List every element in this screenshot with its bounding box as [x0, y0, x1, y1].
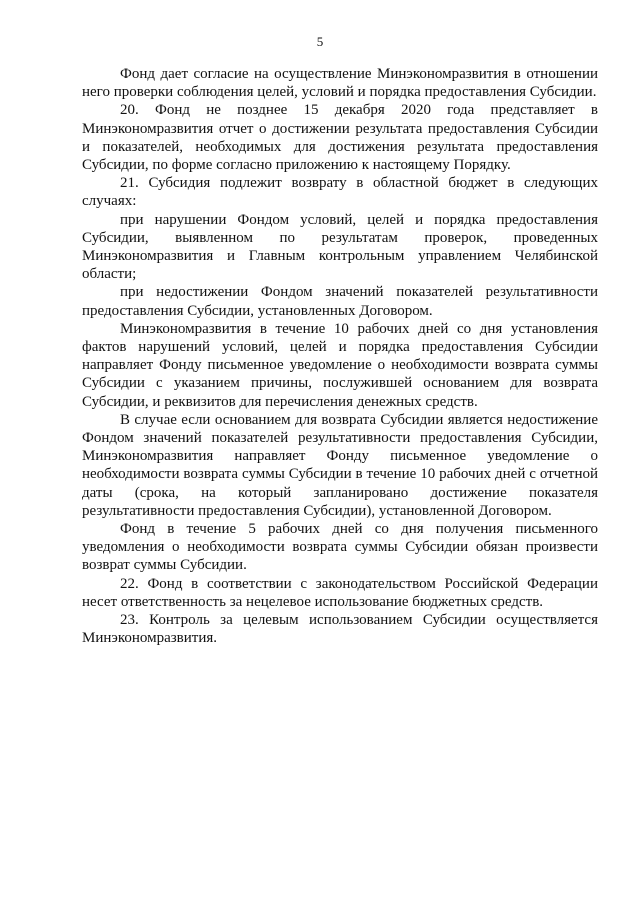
paragraph-case-violation: при нарушении Фондом условий, целей и порядка предоставления Субсидии, выявленном по результатам проверок, проведенных Минэкономразвития и Главным контрольным управлением Челябинской области; [82, 211, 598, 283]
paragraph-case-non-achievement: при недостижении Фондом значений показателей результативности предоставления Субсидии, установленных Договором. [82, 284, 598, 319]
paragraph-non-achievement-notice: В случае если основанием для возврата Субсидии является недостижение Фондом значений показателей результативности предоставления Субсидии, Минэкономразвития направляет Фонду письменное уведомление о необходимости возврата суммы Субсидии в течение 10 рабочих дней с отчетной даты (срока, на который запланировано достижение показателя результативности предоставления Субсидии), установленной Договором. [82, 411, 598, 519]
paragraph-22-responsibility: 22. Фонд в соответствии с законодательством Российской Федерации несет ответственность за нецелевое использование бюджетных средств. [82, 575, 598, 610]
paragraph-fund-return-deadline: Фонд в течение 5 рабочих дней со дня получения письменного уведомления о необходимости возврата суммы Субсидии обязан произвести возврат суммы Субсидии. [82, 521, 598, 574]
paragraph-20-report: 20. Фонд не позднее 15 декабря 2020 года представляет в Минэкономразвития отчет о достижении результата предоставления Субсидии и показателей, необходимых для достижения результата предоставления Субсидии, по форме согласно приложению к настоящему Порядку. [82, 102, 598, 174]
paragraph-23-control: 23. Контроль за целевым использованием Субсидии осуществляется Минэкономразвития. [82, 612, 598, 647]
page-number: 5 [316, 34, 324, 49]
paragraph-fund-consent: Фонд дает согласие на осуществление Минэкономразвития в отношении него проверки соблюдения целей, условий и порядка предоставления Субсидии. [82, 66, 598, 101]
paragraph-ministry-notice: Минэкономразвития в течение 10 рабочих дней со дня установления фактов нарушений условий, целей и порядка предоставления Субсидии направляет Фонду письменное уведомление о необходимости возврата суммы Субсидии с указанием причины, послужившей основанием для возврата Субсидии, и реквизитов для перечисления денежных средств. [82, 320, 598, 410]
paragraph-21-return-cases: 21. Субсидия подлежит возврату в областной бюджет в следующих случаях: [82, 175, 598, 210]
document-body [82, 65, 598, 648]
